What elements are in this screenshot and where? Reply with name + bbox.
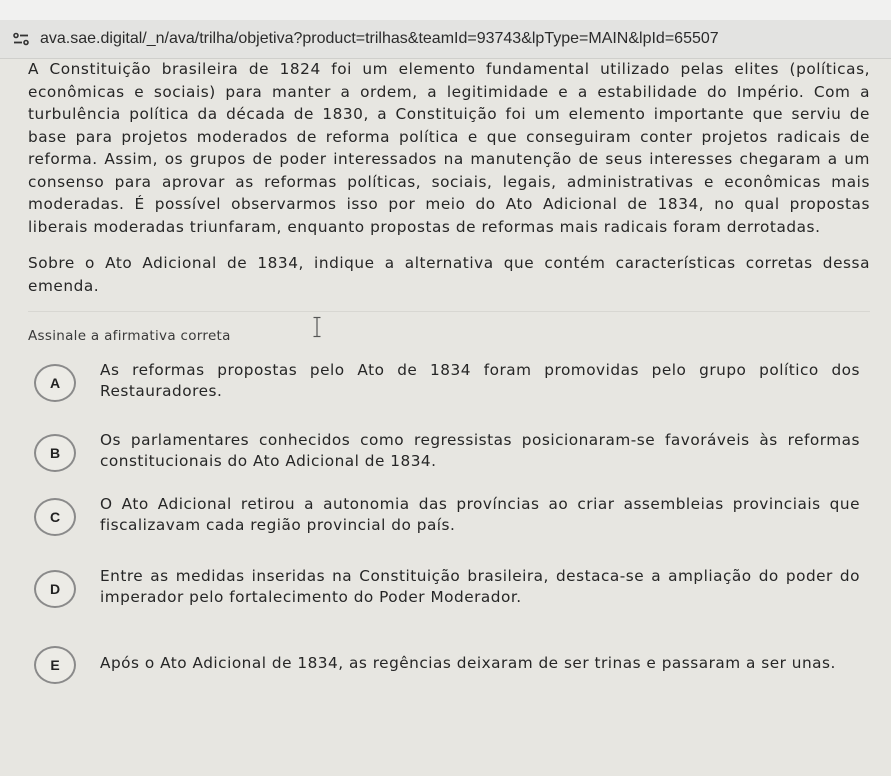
options-list [28, 360, 870, 684]
option-c[interactable] [28, 494, 870, 536]
option-c-letter[interactable]: C [34, 498, 76, 536]
question-content [28, 58, 870, 684]
divider [28, 311, 870, 312]
option-d-letter[interactable]: D [34, 570, 76, 608]
option-c-text[interactable]: O Ato Adicional retirou a autonomia das províncias ao criar assembleias provinciais que fiscalizavam cada região provincial do país. [100, 495, 860, 534]
question-prompt: Sobre o Ato Adicional de 1834, indique a alternativa que contém características corretas dessa emenda. [28, 254, 870, 295]
option-a-text[interactable]: As reformas propostas pelo Ato de 1834 foram promovidas pelo grupo político dos Restauradores. [100, 361, 860, 400]
passage [28, 58, 870, 238]
browser-top-strip [0, 0, 891, 20]
option-e-letter[interactable]: E [34, 646, 76, 684]
option-e[interactable] [28, 642, 870, 684]
address-bar[interactable] [0, 20, 891, 59]
url-text[interactable]: ava.sae.digital/_n/ava/trilha/objetiva?product=trilhas&teamId=93743&lpType=MAIN&lpId=65507 [40, 30, 719, 47]
option-d-text[interactable]: Entre as medidas inseridas na Constituição brasileira, destaca-se a ampliação do poder do imperador pelo fortalecimento do Poder Moderador. [100, 567, 860, 606]
option-a-letter[interactable]: A [34, 364, 76, 402]
option-d[interactable] [28, 566, 870, 608]
option-b[interactable] [28, 430, 870, 472]
instruction-block [28, 328, 870, 344]
option-a[interactable] [28, 360, 870, 402]
passage-paragraph: A Constituição brasileira de 1824 foi um elemento fundamental utilizado pelas elites (políticas, econômicas e sociais) para manter a ordem, a legitimidade e a estabilidade do Império. Com a turbulência política da década de 1830, a Constituição foi um elemento importante que serviu de base para projetos moderados de reforma política e que conseguiram conter projetos radicais de reforma. Assim, os grupos de poder interessados na manutenção de seus interesses chegaram a um consenso para aprovar as reformas políticas, sociais, legais, administrativas e econômicas mais moderadas. É possível observarmos isso por meio do Ato Adicional de 1834, no qual propostas liberais moderadas triunfaram, enquanto propostas de reformas mais radicais foram derrotadas. [28, 60, 870, 236]
option-e-text[interactable]: Após o Ato Adicional de 1834, as regências deixaram de ser trinas e passaram a ser unas. [100, 654, 836, 672]
site-settings-icon[interactable] [10, 28, 32, 50]
instruction-text: Assinale a afirmativa correta [28, 328, 231, 344]
text-cursor-icon [312, 316, 322, 338]
option-b-letter[interactable]: B [34, 434, 76, 472]
option-b-text[interactable]: Os parlamentares conhecidos como regressistas posicionaram-se favoráveis às reformas constitucionais do Ato Adicional de 1834. [100, 431, 860, 470]
